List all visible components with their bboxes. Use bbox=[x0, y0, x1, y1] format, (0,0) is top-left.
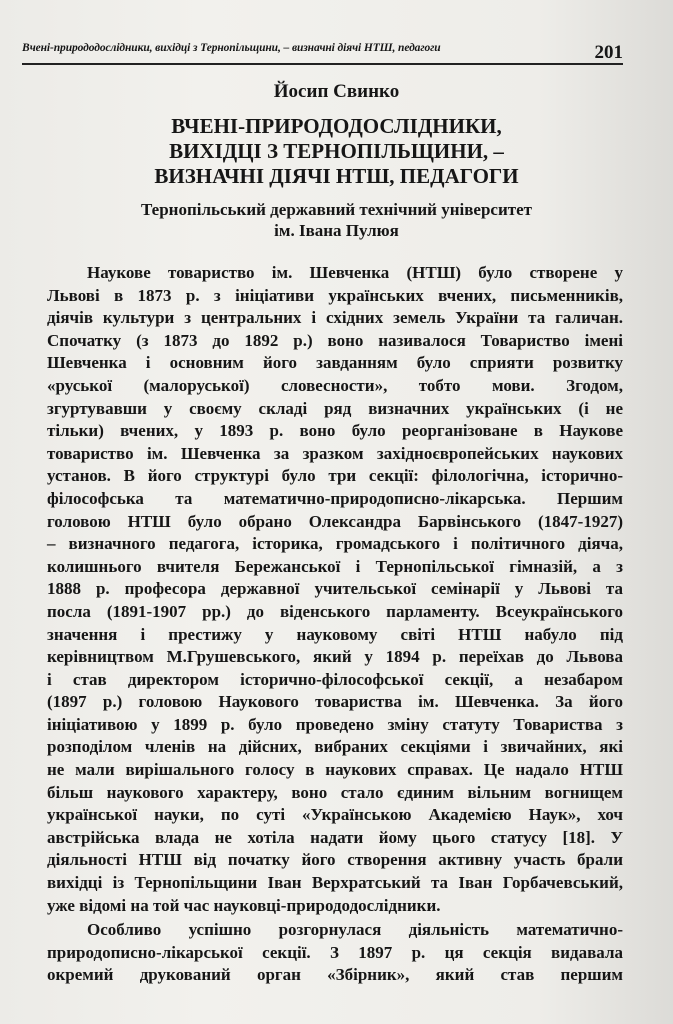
text-line: філософська та математично-природописно-лікарська. Першим bbox=[47, 488, 623, 508]
title-line: ВИЗНАЧНІ ДІЯЧІ НТШ, ПЕДАГОГИ bbox=[154, 164, 519, 188]
text-line: (1897 р.) головою Наукового товариства ім. Шевченка. За його bbox=[47, 692, 623, 712]
paragraph-1 bbox=[47, 262, 623, 917]
text-line: уже відомі на той час науковці-природодослідники. bbox=[47, 895, 441, 915]
running-head: Вчені-природодослідники, вихідці з Тернопільщини, – визначні діячі НТШ, педагоги bbox=[22, 42, 441, 54]
affiliation-line: Тернопільський державний технічний університет bbox=[140, 200, 533, 219]
text-line: ініціативою у 1899 р. було проведено зміну статуту Товариства з bbox=[47, 714, 623, 734]
page-number: 201 bbox=[594, 42, 623, 63]
text-line: не мали вирішального голосу в наукових справах. Це надало НТШ bbox=[47, 760, 623, 780]
text-line: вихідці із Тернопільщини Іван Верхратський та Іван Горбачевський, bbox=[47, 873, 623, 893]
text-line: Львові в 1873 р. з ініціативи українських вчених, письменників, bbox=[47, 285, 623, 305]
author-affiliation bbox=[0, 199, 673, 241]
text-line: керівництвом М.Грушевського, який у 1894 р. переїхав до Львова bbox=[47, 647, 623, 667]
text-line: згуртувавши у своєму складі ряд визначних українських (і не bbox=[47, 398, 623, 418]
text-line: – визначного педагога, історика, громадського і політичного діяча, bbox=[47, 534, 623, 554]
text-line: діяльності НТШ від початку його створення активну участь брали bbox=[47, 850, 623, 870]
text-line: Наукове товариство ім. Шевченка (НТШ) було створене у bbox=[87, 263, 623, 282]
body-text bbox=[47, 262, 623, 987]
author-name: Йосип Свинко bbox=[273, 81, 400, 102]
text-line: розподілом членів на дійсних, вибраних секціями і звичайних, які bbox=[47, 737, 623, 757]
header-rule bbox=[22, 63, 623, 65]
text-line: і став директором історично-філософської секції, а незабаром bbox=[47, 669, 623, 689]
text-line: значення і престижу у науковому світі НТШ набуло під bbox=[47, 624, 623, 644]
text-line: головою НТШ було обрано Олександра Барвінського (1847-1927) bbox=[47, 511, 623, 531]
text-line: установ. В його структурі було три секції: філологічна, історично- bbox=[47, 466, 623, 486]
title-line: ВИХІДЦІ З ТЕРНОПІЛЬЩИНИ, – bbox=[169, 139, 504, 163]
text-line: тільки) вчених, у 1893 р. воно було реорганізоване в Наукове bbox=[47, 421, 623, 441]
text-line: української науки, по суті «Українською Академією Наук», хоч bbox=[47, 805, 623, 825]
affiliation-line: ім. Івана Пулюя bbox=[274, 221, 399, 240]
text-line: посла (1891-1907 рр.) до віденського парламенту. Всеукраїнського bbox=[47, 601, 623, 621]
title-line: ВЧЕНІ-ПРИРОДОДОСЛІДНИКИ, bbox=[171, 114, 502, 138]
article-title bbox=[0, 114, 673, 189]
text-line: Шевченка і основним його завданням було сприяти розвитку bbox=[47, 353, 623, 373]
text-line: «руської (малоруської) словесности», тобто мови. Згодом, bbox=[47, 375, 623, 395]
text-line: окремий друкований орган «Збірник», який став першим bbox=[47, 965, 623, 985]
text-line: природописно-лікарської секції. З 1897 р. ця секція видавала bbox=[47, 942, 623, 962]
text-line: більш наукового характеру, воно стало єдиним вільним вогнищем bbox=[47, 782, 623, 802]
text-line: австрійська влада не хотіла надати йому цього статусу [18]. У bbox=[47, 827, 623, 847]
text-line: колишнього вчителя Бережанської і Тернопільської гімназій, а з bbox=[47, 556, 623, 576]
text-line: діячів культури з центральних і східних земель України та галичан. bbox=[47, 308, 623, 328]
text-line: товариство ім. Шевченка за зразком західноєвропейських наукових bbox=[47, 443, 623, 463]
text-line: Спочатку (з 1873 до 1892 р.) воно називалося Товариство імені bbox=[47, 330, 623, 350]
paragraph-2 bbox=[47, 919, 623, 987]
text-line: Особливо успішно розгорнулася діяльність математично- bbox=[87, 920, 623, 940]
text-line: 1888 р. професора державної учительської семінарії у Львові та bbox=[47, 579, 623, 599]
